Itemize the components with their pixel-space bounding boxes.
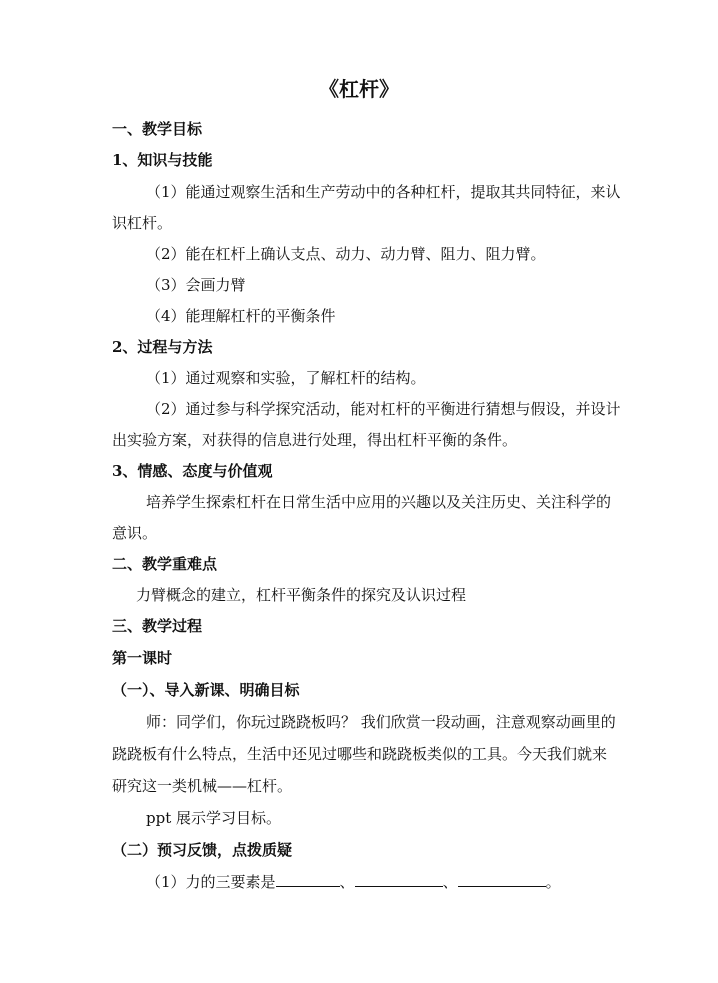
separator-2: 、: [442, 873, 458, 891]
paragraph-process-1: （1）通过观察和实验，了解杠杆的结构。: [146, 369, 426, 387]
heading-teaching-objectives: 一、教学目标: [112, 120, 203, 138]
paragraph-process-2-line2: 出实验方案，对获得的信息进行处理，得出杠杆平衡的条件。: [112, 431, 518, 449]
heading-teaching-process: 三、教学过程: [112, 617, 203, 635]
heading-step-preview-feedback: （二）预习反馈，点拨质疑: [112, 841, 293, 859]
paragraph-objective-3: （3）会画力臂: [146, 276, 246, 294]
document-title: 《杠杆》: [319, 77, 399, 101]
heading-step-introduction: （一）、导入新课、明确目标: [112, 681, 300, 699]
heading-process-method: 2、过程与方法: [112, 338, 213, 356]
paragraph-teacher-line1: 师：同学们，你玩过跷跷板吗？ 我们欣赏一段动画，注意观察动画里的: [146, 713, 616, 731]
paragraph-objective-1-line1: （1）能通过观察生活和生产劳动中的各种杠杆，提取其共同特征，来认: [146, 183, 621, 201]
force-elements-prompt: （1）力的三要素是: [146, 873, 276, 891]
paragraph-force-elements: [146, 872, 561, 892]
paragraph-objective-4: （4）能理解杠杆的平衡条件: [146, 307, 336, 325]
paragraph-teacher-line2: 跷跷板有什么特点，生活中还见过哪些和跷跷板类似的工具。今天我们就来: [112, 745, 608, 763]
answer-blank-1[interactable]: [276, 872, 340, 887]
heading-first-lesson: 第一课时: [112, 649, 173, 667]
paragraph-teacher-line3: 研究这一类机械——杠杆。: [112, 777, 293, 795]
answer-blank-2[interactable]: [355, 872, 443, 887]
separator-1: 、: [339, 873, 355, 891]
heading-knowledge-skills: 1、知识与技能: [112, 151, 213, 169]
paragraph-key-difficulties: 力臂概念的建立，杠杆平衡条件的探究及认识过程: [136, 586, 467, 604]
heading-key-difficulties: 二、教学重难点: [112, 555, 218, 573]
sentence-end: 。: [545, 873, 561, 891]
paragraph-ppt-objectives: ppt 展示学习目标。: [146, 809, 282, 827]
paragraph-process-2-line1: （2）通过参与科学探究活动，能对杠杆的平衡进行猜想与假设，并设计: [146, 400, 621, 418]
paragraph-emotion-line2: 意识。: [112, 524, 158, 542]
paragraph-objective-2: （2）能在杠杆上确认支点、动力、动力臂、阻力、阻力臂。: [146, 245, 546, 263]
paragraph-emotion-line1: 培养学生探索杠杆在日常生活中应用的兴趣以及关注历史、关注科学的: [146, 493, 612, 511]
answer-blank-3[interactable]: [458, 872, 546, 887]
paragraph-objective-1-line2: 识杠杆。: [112, 214, 173, 232]
heading-emotion-values: 3、情感、态度与价值观: [112, 462, 273, 480]
